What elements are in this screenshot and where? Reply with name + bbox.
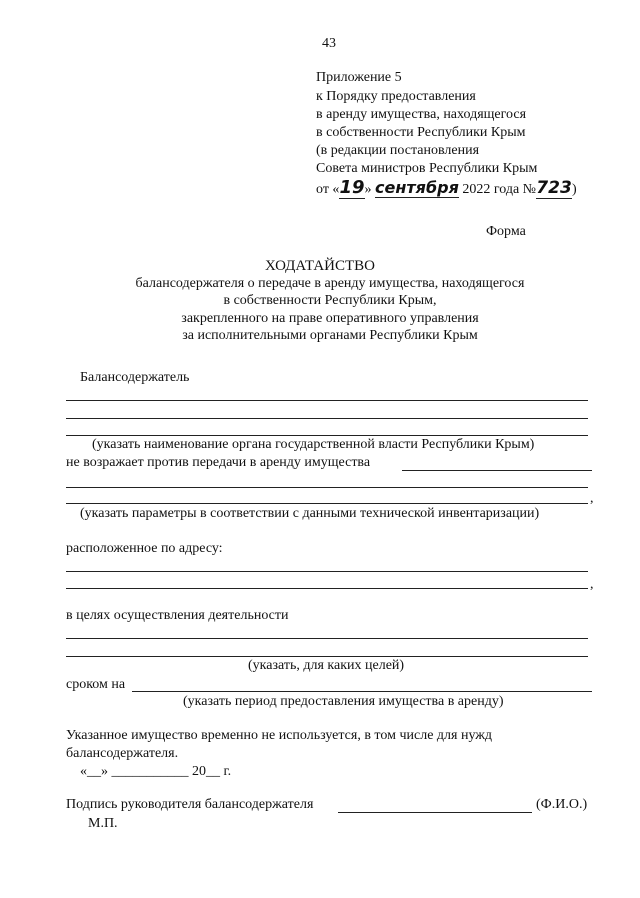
form-label: Форма xyxy=(486,224,526,239)
comma-1: , xyxy=(590,491,594,506)
purpose-line-2 xyxy=(66,656,588,657)
handwritten-number: 723 xyxy=(536,178,572,198)
stamp-place-label: М.П. xyxy=(88,816,118,831)
address-line-2 xyxy=(66,588,588,589)
appendix-date-line xyxy=(316,177,577,199)
signature-label: Подпись руководителя балансодержателя xyxy=(66,797,314,812)
term-line xyxy=(132,691,592,692)
holder-label: Балансодержатель xyxy=(80,370,190,385)
title-line-1: балансодержателя о передаче в аренду имущества, находящегося xyxy=(135,276,525,291)
term-label: сроком на xyxy=(66,677,126,692)
handwritten-month: сентября xyxy=(375,178,459,197)
no-objection-text: не возражает против передачи в аренду имущества xyxy=(66,455,371,470)
address-line-1 xyxy=(66,571,588,572)
purpose-line-1 xyxy=(66,638,588,639)
page-number: 43 xyxy=(322,36,336,51)
fio-label: (Ф.И.О.) xyxy=(536,797,588,812)
property-line-3 xyxy=(66,503,588,504)
handwritten-day: 19 xyxy=(339,177,365,198)
appendix-line-6: Совета министров Республики Крым xyxy=(316,161,538,176)
term-hint: (указать период предоставления имущества в аренду) xyxy=(183,694,504,709)
purpose-hint: (указать, для каких целей) xyxy=(248,658,405,673)
comma-2: , xyxy=(590,577,594,592)
document-heading: ХОДАТАЙСТВО xyxy=(265,258,375,274)
unused-line-2: балансодержателя. xyxy=(66,746,179,761)
address-label: расположенное по адресу: xyxy=(66,541,223,556)
appendix-line-2: к Порядку предоставления xyxy=(316,89,476,104)
property-line-2 xyxy=(66,487,588,488)
holder-line-3 xyxy=(66,435,588,436)
ot-label: от « xyxy=(316,182,340,197)
appendix-line-5: (в редакции постановления xyxy=(316,143,480,158)
appendix-line-4: в собственности Республики Крым xyxy=(316,125,526,140)
year-label: 2022 года № xyxy=(462,182,537,197)
holder-line-2 xyxy=(66,418,588,419)
property-line-1 xyxy=(402,470,592,471)
title-line-4: за исполнительными органами Республики Крым xyxy=(182,328,478,343)
appendix-line-1: Приложение 5 xyxy=(316,70,402,85)
params-hint: (указать параметры в соответствии с данными технической инвентаризации) xyxy=(80,506,540,521)
title-line-3: закрепленного на праве оперативного управления xyxy=(181,311,479,326)
signature-line xyxy=(338,812,532,813)
purpose-label: в целях осуществления деятельности xyxy=(66,608,289,623)
holder-line-1 xyxy=(66,400,588,401)
unused-line-1: Указанное имущество временно не используется, в том числе для нужд xyxy=(66,728,493,743)
holder-hint: (указать наименование органа государственной власти Республики Крым) xyxy=(92,437,535,452)
quote-close: » xyxy=(364,182,372,197)
date-line: «__» ___________ 20__ г. xyxy=(80,764,232,779)
appendix-line-3: в аренду имущества, находящегося xyxy=(316,107,527,122)
paren-close: ) xyxy=(572,182,577,197)
title-line-2: в собственности Республики Крым, xyxy=(223,293,437,308)
